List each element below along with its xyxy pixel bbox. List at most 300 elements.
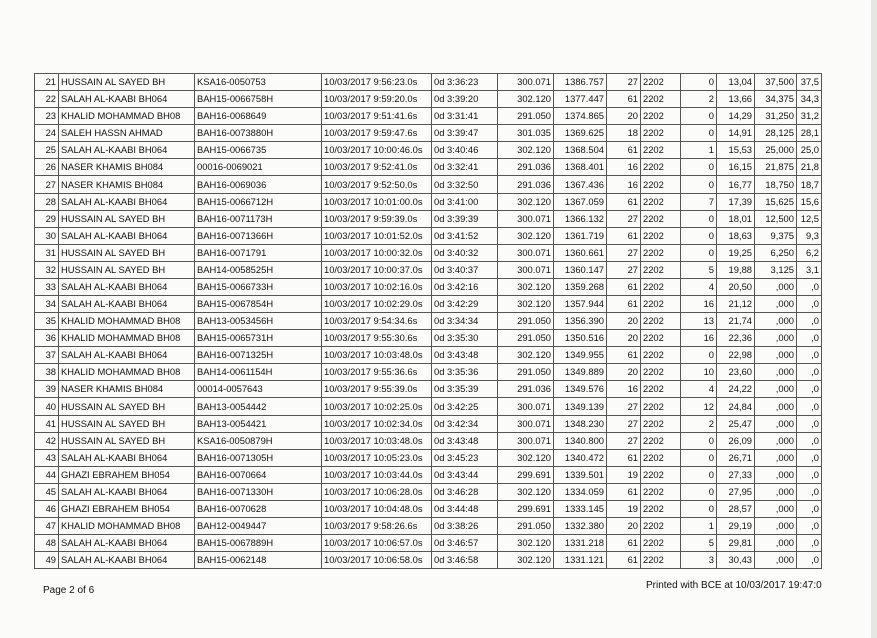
section-code-cell: 2202 (641, 210, 681, 227)
section-code-cell: 2202 (641, 176, 681, 193)
points-repeat-cell: ,0 (797, 347, 822, 364)
fancier-name-cell: SALAH AL-KAABI BH064 (59, 278, 195, 295)
arrival-time-cell: 10/03/2017 9:51:41.6s (322, 108, 432, 125)
distance-cell: 300.071 (498, 74, 554, 91)
points-cell: ,000 (755, 381, 797, 398)
distance-cell: 300.071 (498, 210, 554, 227)
entries-count-cell: 20 (607, 108, 641, 125)
flight-duration-cell: 0d 3:42:25 (432, 398, 498, 415)
fancier-name-cell: HUSSAIN AL SAYED BH (59, 74, 195, 91)
row-rank-cell: 48 (35, 535, 59, 552)
distance-cell: 302.120 (498, 552, 554, 569)
section-code-cell: 2202 (641, 432, 681, 449)
row-rank-cell: 22 (35, 91, 59, 108)
ring-number-cell: BAH16-0071305H (195, 449, 322, 466)
row-rank-cell: 40 (35, 398, 59, 415)
points-cell: 31,250 (755, 108, 797, 125)
position-count-cell: 1 (681, 518, 717, 535)
arrival-time-cell: 10/03/2017 10:05:23.0s (322, 449, 432, 466)
points-cell: ,000 (755, 552, 797, 569)
flight-duration-cell: 0d 3:38:26 (432, 518, 498, 535)
row-rank-cell: 37 (35, 347, 59, 364)
entries-count-cell: 61 (607, 535, 641, 552)
points-cell: 21,875 (755, 159, 797, 176)
coefficient-cell: 27,95 (717, 483, 755, 500)
printed-with-note: Printed with BCE at 10/03/2017 19:47:0 (646, 580, 822, 591)
arrival-time-cell: 10/03/2017 9:52:50.0s (322, 176, 432, 193)
position-count-cell: 0 (681, 500, 717, 517)
speed-cell: 1360.661 (554, 244, 607, 261)
position-count-cell: 0 (681, 466, 717, 483)
speed-cell: 1339.501 (554, 466, 607, 483)
fancier-name-cell: GHAZI EBRAHEM BH054 (59, 500, 195, 517)
entries-count-cell: 61 (607, 227, 641, 244)
ring-number-cell: KSA16-0050879H (195, 432, 322, 449)
fancier-name-cell: SALAH AL-KAABI BH064 (59, 193, 195, 210)
distance-cell: 291.050 (498, 108, 554, 125)
table-row (35, 483, 822, 500)
section-code-cell: 2202 (641, 483, 681, 500)
position-count-cell: 0 (681, 159, 717, 176)
position-count-cell: 0 (681, 176, 717, 193)
speed-cell: 1350.516 (554, 330, 607, 347)
section-code-cell: 2202 (641, 466, 681, 483)
position-count-cell: 2 (681, 415, 717, 432)
table-row (35, 364, 822, 381)
points-cell: ,000 (755, 347, 797, 364)
distance-cell: 302.120 (498, 449, 554, 466)
table-row (35, 108, 822, 125)
fancier-name-cell: KHALID MOHAMMAD BH08 (59, 108, 195, 125)
fancier-name-cell: KHALID MOHAMMAD BH08 (59, 330, 195, 347)
points-repeat-cell: ,0 (797, 535, 822, 552)
points-cell: ,000 (755, 432, 797, 449)
entries-count-cell: 61 (607, 296, 641, 313)
speed-cell: 1331.121 (554, 552, 607, 569)
speed-cell: 1360.147 (554, 261, 607, 278)
position-count-cell: 16 (681, 330, 717, 347)
ring-number-cell: BAH15-0067889H (195, 535, 322, 552)
speed-cell: 1357.944 (554, 296, 607, 313)
fancier-name-cell: SALAH AL-KAABI BH064 (59, 227, 195, 244)
flight-duration-cell: 0d 3:41:52 (432, 227, 498, 244)
flight-duration-cell: 0d 3:41:00 (432, 193, 498, 210)
entries-count-cell: 27 (607, 432, 641, 449)
points-cell: 15,625 (755, 193, 797, 210)
row-rank-cell: 23 (35, 108, 59, 125)
position-count-cell: 5 (681, 261, 717, 278)
points-repeat-cell: ,0 (797, 398, 822, 415)
race-results-table (34, 73, 822, 569)
ring-number-cell: BAH15-0067854H (195, 296, 322, 313)
row-rank-cell: 28 (35, 193, 59, 210)
fancier-name-cell: NASER KHAMIS BH084 (59, 176, 195, 193)
points-repeat-cell: 21,8 (797, 159, 822, 176)
flight-duration-cell: 0d 3:34:34 (432, 313, 498, 330)
points-cell: ,000 (755, 415, 797, 432)
speed-cell: 1340.800 (554, 432, 607, 449)
position-count-cell: 4 (681, 278, 717, 295)
table-row (35, 518, 822, 535)
ring-number-cell: BAH16-0071325H (195, 347, 322, 364)
arrival-time-cell: 10/03/2017 10:01:00.0s (322, 193, 432, 210)
flight-duration-cell: 0d 3:39:47 (432, 125, 498, 142)
page-edge-shadow (871, 0, 877, 638)
points-cell: 18,750 (755, 176, 797, 193)
ring-number-cell: BAH16-0073880H (195, 125, 322, 142)
points-repeat-cell: ,0 (797, 518, 822, 535)
row-rank-cell: 32 (35, 261, 59, 278)
flight-duration-cell: 0d 3:44:48 (432, 500, 498, 517)
ring-number-cell: KSA16-0050753 (195, 74, 322, 91)
fancier-name-cell: SALAH AL-KAABI BH064 (59, 552, 195, 569)
position-count-cell: 10 (681, 364, 717, 381)
flight-duration-cell: 0d 3:32:50 (432, 176, 498, 193)
distance-cell: 302.120 (498, 278, 554, 295)
coefficient-cell: 18,01 (717, 210, 755, 227)
speed-cell: 1377.447 (554, 91, 607, 108)
position-count-cell: 0 (681, 227, 717, 244)
section-code-cell: 2202 (641, 108, 681, 125)
points-cell: 25,000 (755, 142, 797, 159)
points-cell: ,000 (755, 500, 797, 517)
entries-count-cell: 27 (607, 398, 641, 415)
speed-cell: 1367.059 (554, 193, 607, 210)
coefficient-cell: 24,84 (717, 398, 755, 415)
table-row (35, 535, 822, 552)
points-cell: ,000 (755, 278, 797, 295)
speed-cell: 1369.625 (554, 125, 607, 142)
section-code-cell: 2202 (641, 398, 681, 415)
points-repeat-cell: ,0 (797, 449, 822, 466)
ring-number-cell: BAH16-0070664 (195, 466, 322, 483)
coefficient-cell: 23,60 (717, 364, 755, 381)
flight-duration-cell: 0d 3:40:37 (432, 261, 498, 278)
section-code-cell: 2202 (641, 500, 681, 517)
fancier-name-cell: NASER KHAMIS BH084 (59, 381, 195, 398)
points-repeat-cell: 3,1 (797, 261, 822, 278)
points-repeat-cell: 34,3 (797, 91, 822, 108)
speed-cell: 1368.504 (554, 142, 607, 159)
row-rank-cell: 27 (35, 176, 59, 193)
row-rank-cell: 33 (35, 278, 59, 295)
ring-number-cell: BAH15-0066735 (195, 142, 322, 159)
page-number: Page 2 of 6 (43, 585, 95, 596)
distance-cell: 302.120 (498, 193, 554, 210)
row-rank-cell: 44 (35, 466, 59, 483)
table-row (35, 296, 822, 313)
coefficient-cell: 21,74 (717, 313, 755, 330)
position-count-cell: 0 (681, 125, 717, 142)
arrival-time-cell: 10/03/2017 10:04:48.0s (322, 500, 432, 517)
points-cell: 6,250 (755, 244, 797, 261)
entries-count-cell: 61 (607, 91, 641, 108)
coefficient-cell: 14,29 (717, 108, 755, 125)
coefficient-cell: 30,43 (717, 552, 755, 569)
arrival-time-cell: 10/03/2017 9:55:30.6s (322, 330, 432, 347)
distance-cell: 302.120 (498, 91, 554, 108)
row-rank-cell: 39 (35, 381, 59, 398)
fancier-name-cell: GHAZI EBRAHEM BH054 (59, 466, 195, 483)
coefficient-cell: 21,12 (717, 296, 755, 313)
arrival-time-cell: 10/03/2017 10:03:44.0s (322, 466, 432, 483)
fancier-name-cell: HUSSAIN AL SAYED BH (59, 244, 195, 261)
ring-number-cell: BAH15-0065731H (195, 330, 322, 347)
entries-count-cell: 27 (607, 74, 641, 91)
table-row (35, 415, 822, 432)
points-repeat-cell: 12,5 (797, 210, 822, 227)
points-repeat-cell: 31,2 (797, 108, 822, 125)
coefficient-cell: 25,47 (717, 415, 755, 432)
points-repeat-cell: ,0 (797, 330, 822, 347)
row-rank-cell: 30 (35, 227, 59, 244)
coefficient-cell: 26,09 (717, 432, 755, 449)
table-row (35, 91, 822, 108)
points-repeat-cell: 15,6 (797, 193, 822, 210)
distance-cell: 291.050 (498, 330, 554, 347)
arrival-time-cell: 10/03/2017 10:06:28.0s (322, 483, 432, 500)
points-cell: ,000 (755, 364, 797, 381)
ring-number-cell: BAH16-0071791 (195, 244, 322, 261)
speed-cell: 1334.059 (554, 483, 607, 500)
section-code-cell: 2202 (641, 227, 681, 244)
arrival-time-cell: 10/03/2017 9:55:39.0s (322, 381, 432, 398)
flight-duration-cell: 0d 3:42:34 (432, 415, 498, 432)
table-row (35, 74, 822, 91)
table-row (35, 159, 822, 176)
section-code-cell: 2202 (641, 415, 681, 432)
position-count-cell: 16 (681, 296, 717, 313)
entries-count-cell: 61 (607, 278, 641, 295)
row-rank-cell: 46 (35, 500, 59, 517)
fancier-name-cell: HUSSAIN AL SAYED BH (59, 261, 195, 278)
ring-number-cell: BAH13-0054442 (195, 398, 322, 415)
arrival-time-cell: 10/03/2017 9:59:20.0s (322, 91, 432, 108)
coefficient-cell: 19,88 (717, 261, 755, 278)
position-count-cell: 0 (681, 74, 717, 91)
section-code-cell: 2202 (641, 552, 681, 569)
table-row (35, 432, 822, 449)
flight-duration-cell: 0d 3:32:41 (432, 159, 498, 176)
flight-duration-cell: 0d 3:46:28 (432, 483, 498, 500)
distance-cell: 302.120 (498, 142, 554, 159)
position-count-cell: 7 (681, 193, 717, 210)
section-code-cell: 2202 (641, 449, 681, 466)
speed-cell: 1366.132 (554, 210, 607, 227)
section-code-cell: 2202 (641, 535, 681, 552)
entries-count-cell: 61 (607, 142, 641, 159)
ring-number-cell: BAH16-0070628 (195, 500, 322, 517)
fancier-name-cell: SALAH AL-KAABI BH064 (59, 142, 195, 159)
row-rank-cell: 47 (35, 518, 59, 535)
ring-number-cell: BAH15-0062148 (195, 552, 322, 569)
distance-cell: 291.050 (498, 313, 554, 330)
speed-cell: 1348.230 (554, 415, 607, 432)
speed-cell: 1349.576 (554, 381, 607, 398)
points-cell: 9,375 (755, 227, 797, 244)
section-code-cell: 2202 (641, 381, 681, 398)
speed-cell: 1359.268 (554, 278, 607, 295)
coefficient-cell: 13,04 (717, 74, 755, 91)
section-code-cell: 2202 (641, 261, 681, 278)
flight-duration-cell: 0d 3:40:46 (432, 142, 498, 159)
fancier-name-cell: HUSSAIN AL SAYED BH (59, 210, 195, 227)
speed-cell: 1333.145 (554, 500, 607, 517)
points-cell: 28,125 (755, 125, 797, 142)
row-rank-cell: 26 (35, 159, 59, 176)
points-cell: ,000 (755, 296, 797, 313)
fancier-name-cell: NASER KHAMIS BH084 (59, 159, 195, 176)
table-row (35, 381, 822, 398)
distance-cell: 300.071 (498, 432, 554, 449)
fancier-name-cell: SALAH AL-KAABI BH064 (59, 535, 195, 552)
speed-cell: 1361.719 (554, 227, 607, 244)
table-row (35, 142, 822, 159)
points-repeat-cell: ,0 (797, 296, 822, 313)
arrival-time-cell: 10/03/2017 9:58:26.6s (322, 518, 432, 535)
entries-count-cell: 61 (607, 347, 641, 364)
arrival-time-cell: 10/03/2017 10:00:46.0s (322, 142, 432, 159)
distance-cell: 299.691 (498, 466, 554, 483)
coefficient-cell: 28,57 (717, 500, 755, 517)
flight-duration-cell: 0d 3:43:44 (432, 466, 498, 483)
flight-duration-cell: 0d 3:35:30 (432, 330, 498, 347)
flight-duration-cell: 0d 3:39:20 (432, 91, 498, 108)
table-row (35, 398, 822, 415)
coefficient-cell: 22,36 (717, 330, 755, 347)
table-row (35, 313, 822, 330)
coefficient-cell: 29,19 (717, 518, 755, 535)
flight-duration-cell: 0d 3:45:23 (432, 449, 498, 466)
arrival-time-cell: 10/03/2017 9:52:41.0s (322, 159, 432, 176)
entries-count-cell: 16 (607, 176, 641, 193)
points-repeat-cell: ,0 (797, 432, 822, 449)
entries-count-cell: 20 (607, 330, 641, 347)
coefficient-cell: 24,22 (717, 381, 755, 398)
points-repeat-cell: ,0 (797, 483, 822, 500)
table-row (35, 193, 822, 210)
points-repeat-cell: 37,5 (797, 74, 822, 91)
entries-count-cell: 20 (607, 313, 641, 330)
flight-duration-cell: 0d 3:39:39 (432, 210, 498, 227)
ring-number-cell: BAH16-0071173H (195, 210, 322, 227)
arrival-time-cell: 10/03/2017 9:55:36.6s (322, 364, 432, 381)
points-repeat-cell: 25,0 (797, 142, 822, 159)
position-count-cell: 13 (681, 313, 717, 330)
points-repeat-cell: ,0 (797, 381, 822, 398)
distance-cell: 291.036 (498, 381, 554, 398)
arrival-time-cell: 10/03/2017 10:02:16.0s (322, 278, 432, 295)
flight-duration-cell: 0d 3:35:39 (432, 381, 498, 398)
position-count-cell: 3 (681, 552, 717, 569)
coefficient-cell: 16,15 (717, 159, 755, 176)
distance-cell: 291.036 (498, 176, 554, 193)
arrival-time-cell: 10/03/2017 10:02:34.0s (322, 415, 432, 432)
flight-duration-cell: 0d 3:42:16 (432, 278, 498, 295)
ring-number-cell: BAH14-0058525H (195, 261, 322, 278)
coefficient-cell: 13,66 (717, 91, 755, 108)
entries-count-cell: 61 (607, 552, 641, 569)
flight-duration-cell: 0d 3:46:58 (432, 552, 498, 569)
arrival-time-cell: 10/03/2017 10:01:52.0s (322, 227, 432, 244)
table-row (35, 176, 822, 193)
row-rank-cell: 29 (35, 210, 59, 227)
row-rank-cell: 43 (35, 449, 59, 466)
section-code-cell: 2202 (641, 313, 681, 330)
fancier-name-cell: KHALID MOHAMMAD BH08 (59, 518, 195, 535)
section-code-cell: 2202 (641, 364, 681, 381)
speed-cell: 1349.955 (554, 347, 607, 364)
entries-count-cell: 18 (607, 125, 641, 142)
arrival-time-cell: 10/03/2017 10:06:57.0s (322, 535, 432, 552)
points-repeat-cell: ,0 (797, 500, 822, 517)
points-cell: 12,500 (755, 210, 797, 227)
distance-cell: 302.120 (498, 535, 554, 552)
distance-cell: 302.120 (498, 227, 554, 244)
ring-number-cell: BAH16-0071330H (195, 483, 322, 500)
speed-cell: 1368.401 (554, 159, 607, 176)
table-row (35, 500, 822, 517)
section-code-cell: 2202 (641, 278, 681, 295)
entries-count-cell: 27 (607, 261, 641, 278)
points-repeat-cell: 9,3 (797, 227, 822, 244)
section-code-cell: 2202 (641, 347, 681, 364)
fancier-name-cell: KHALID MOHAMMAD BH08 (59, 364, 195, 381)
entries-count-cell: 61 (607, 483, 641, 500)
arrival-time-cell: 10/03/2017 9:54:34.6s (322, 313, 432, 330)
coefficient-cell: 16,77 (717, 176, 755, 193)
points-repeat-cell: ,0 (797, 415, 822, 432)
flight-duration-cell: 0d 3:43:48 (432, 347, 498, 364)
points-cell: 3,125 (755, 261, 797, 278)
distance-cell: 301.035 (498, 125, 554, 142)
coefficient-cell: 14,91 (717, 125, 755, 142)
table-row (35, 261, 822, 278)
ring-number-cell: 00016-0069021 (195, 159, 322, 176)
speed-cell: 1340.472 (554, 449, 607, 466)
arrival-time-cell: 10/03/2017 10:02:25.0s (322, 398, 432, 415)
flight-duration-cell: 0d 3:35:36 (432, 364, 498, 381)
points-cell: ,000 (755, 535, 797, 552)
row-rank-cell: 45 (35, 483, 59, 500)
section-code-cell: 2202 (641, 142, 681, 159)
entries-count-cell: 61 (607, 449, 641, 466)
distance-cell: 300.071 (498, 398, 554, 415)
ring-number-cell: BAH16-0068649 (195, 108, 322, 125)
table-row (35, 278, 822, 295)
fancier-name-cell: SALAH AL-KAABI BH064 (59, 347, 195, 364)
table-row (35, 125, 822, 142)
fancier-name-cell: KHALID MOHAMMAD BH08 (59, 313, 195, 330)
points-repeat-cell: ,0 (797, 466, 822, 483)
section-code-cell: 2202 (641, 518, 681, 535)
table-row (35, 552, 822, 569)
points-repeat-cell: 18,7 (797, 176, 822, 193)
speed-cell: 1374.865 (554, 108, 607, 125)
position-count-cell: 12 (681, 398, 717, 415)
position-count-cell: 0 (681, 483, 717, 500)
coefficient-cell: 19,25 (717, 244, 755, 261)
points-cell: ,000 (755, 449, 797, 466)
section-code-cell: 2202 (641, 244, 681, 261)
points-cell: ,000 (755, 518, 797, 535)
ring-number-cell: BAH13-0054421 (195, 415, 322, 432)
coefficient-cell: 27,33 (717, 466, 755, 483)
speed-cell: 1332.380 (554, 518, 607, 535)
speed-cell: 1331.218 (554, 535, 607, 552)
distance-cell: 291.036 (498, 159, 554, 176)
coefficient-cell: 26,71 (717, 449, 755, 466)
